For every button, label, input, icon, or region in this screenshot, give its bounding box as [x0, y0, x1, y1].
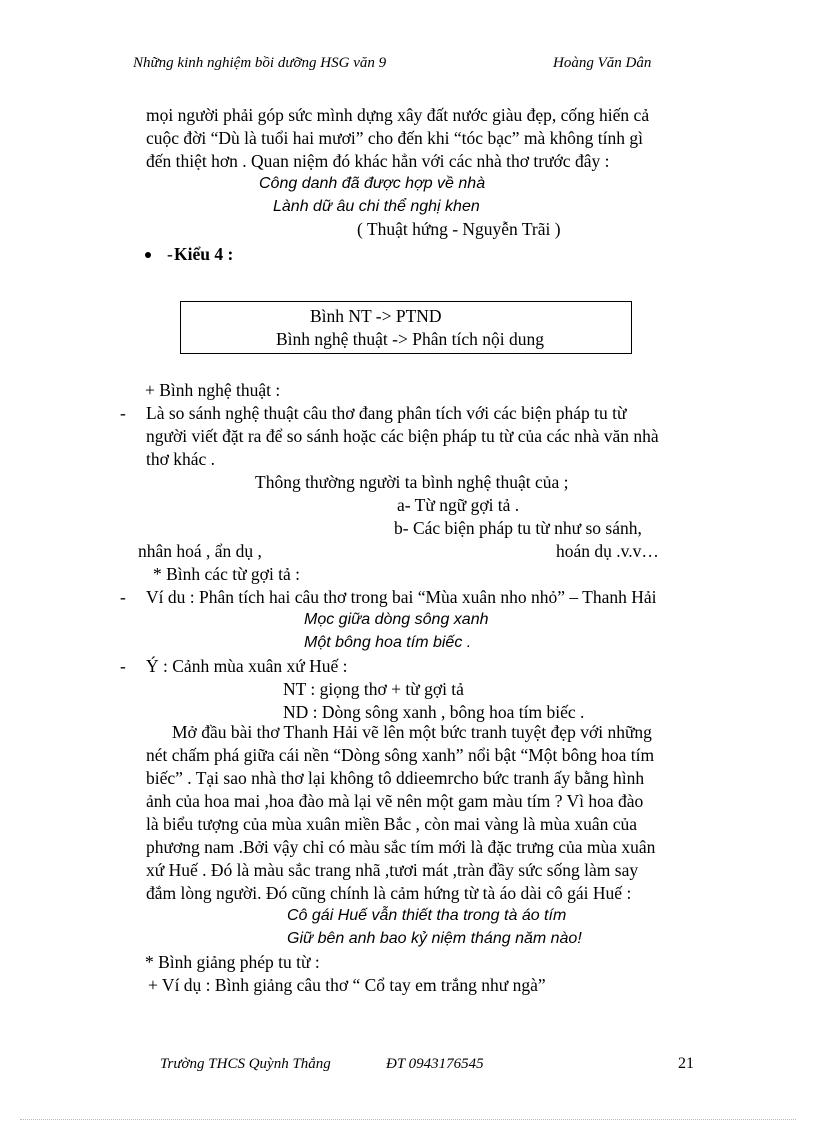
p2-line3: thơ khác . — [146, 449, 216, 469]
y-line: Ý : Cảnh mùa xuân xứ Huế : — [146, 656, 348, 676]
poem1-line1: Công danh đã được hợp về nhà — [259, 175, 486, 192]
p1-line3: đến thiệt hơn . Quan niệm đó khác hẳn với các nhà thơ trước đây : — [146, 151, 610, 171]
p4-line7: xứ Huế . Đó là màu sắc trang nhã ,tươi mát ,tràn đầy sức sống làm say — [146, 860, 639, 880]
nt-line: NT : giọng thơ + từ gợi tả — [283, 679, 464, 699]
poem2-line1: Mọc giữa dòng sông xanh — [304, 611, 489, 628]
dash-3: - — [120, 656, 126, 676]
p2-line1: Là so sánh nghệ thuật câu thơ đang phân tích với các biện pháp tu từ — [146, 403, 627, 423]
p1-line1: mọi người phải góp sức mình dựng xây đất nước giàu đẹp, cống hiến cả — [146, 105, 650, 125]
nd-line: ND : Dòng sông xanh , bông hoa tím biếc . — [283, 702, 585, 722]
p1-line2: cuộc đời “Dù là tuổi hai mươi” cho đến khi “tóc bạc” mà không tính gì — [146, 128, 643, 148]
poem2-line2: Một bông hoa tím biếc . — [304, 634, 472, 651]
binh-giang-heading: * Bình giảng phép tu từ : — [145, 952, 320, 972]
p2-line2: người viết đặt ra để so sánh hoặc các biện pháp tu từ của các nhà văn nhà — [146, 426, 659, 446]
p3-item-c-left: nhân hoá , ẩn dụ , — [138, 541, 262, 561]
dash-2: - — [120, 587, 126, 607]
vidu-line: Ví du : Phân tích hai câu thơ trong bai “Mùa xuân nho nhỏ” – Thanh Hải — [146, 587, 657, 607]
kieu4-dash: - — [167, 244, 173, 264]
p3-item-c-right: hoán dụ .v.v… — [556, 541, 659, 561]
poem1-line2: Lành dữ âu chi thể nghị khen — [273, 198, 480, 215]
poem3-line1: Cô gái Huế vẫn thiết tha trong tà áo tím — [287, 907, 567, 924]
p4-line3: biếc” . Tại sao nhà thơ lại không tô ddieemrcho bức tranh ấy bằng hình — [146, 768, 645, 788]
p4-line1: Mở đầu bài thơ Thanh Hải vẽ lên một bức tranh tuyệt đẹp với những — [172, 722, 652, 742]
footer-phone: ĐT 0943176545 — [386, 1056, 484, 1072]
header-title: Những kinh nghiệm bồi dưỡng HSG văn 9 — [133, 55, 387, 71]
p4-line4: ảnh của hoa mai ,hoa đào mà lại vẽ nên một gam màu tím ? Vì hoa đào — [146, 791, 644, 811]
kieu4-heading: Kiểu 4 : — [174, 244, 234, 264]
box-line1: Bình NT -> PTND — [310, 306, 442, 326]
poem1-source: ( Thuật hứng - Nguyễn Trãi ) — [357, 219, 561, 239]
page-bottom-divider — [20, 1119, 796, 1120]
p3-item-a: a- Từ ngữ gợi tả . — [397, 495, 520, 515]
header-author: Hoàng Văn Dân — [553, 55, 652, 71]
dash-1: - — [120, 403, 126, 423]
vidu2-line: + Ví dụ : Bình giảng câu thơ “ Cổ tay em trắng như ngà” — [148, 975, 546, 995]
p4-line6: phương nam .Bởi vậy chỉ có màu sắc tím mới là đặc trưng của mùa xuân — [146, 837, 656, 857]
p3-item-b: b- Các biện pháp tu từ như so sánh, — [394, 518, 642, 538]
binh-tu-heading: * Bình các từ gợi tả : — [153, 564, 301, 584]
p3-intro: Thông thường người ta bình nghệ thuật của ; — [255, 472, 569, 492]
poem3-line2: Giữ bên anh bao kỷ niệm tháng năm nào! — [287, 930, 582, 947]
bullet-icon — [145, 252, 151, 258]
p4-line2: nét chấm phá giữa cái nền “Dòng sông xanh” nổi bật “Một bông hoa tím — [146, 745, 655, 765]
binh-nghe-thuat-heading: + Bình nghệ thuật : — [145, 380, 281, 400]
p4-line5: là biểu tượng của mùa xuân miền Bắc , còn mai vàng là mùa xuân của — [146, 814, 638, 834]
p4-line8: đắm lòng người. Đó cũng chính là cảm hứng từ tà áo dài cô gái Huế : — [146, 883, 632, 903]
box-line2: Bình nghệ thuật -> Phân tích nội dung — [276, 329, 544, 349]
page-number: 21 — [678, 1055, 694, 1072]
footer-school: Trường THCS Quỳnh Thắng — [160, 1056, 331, 1072]
